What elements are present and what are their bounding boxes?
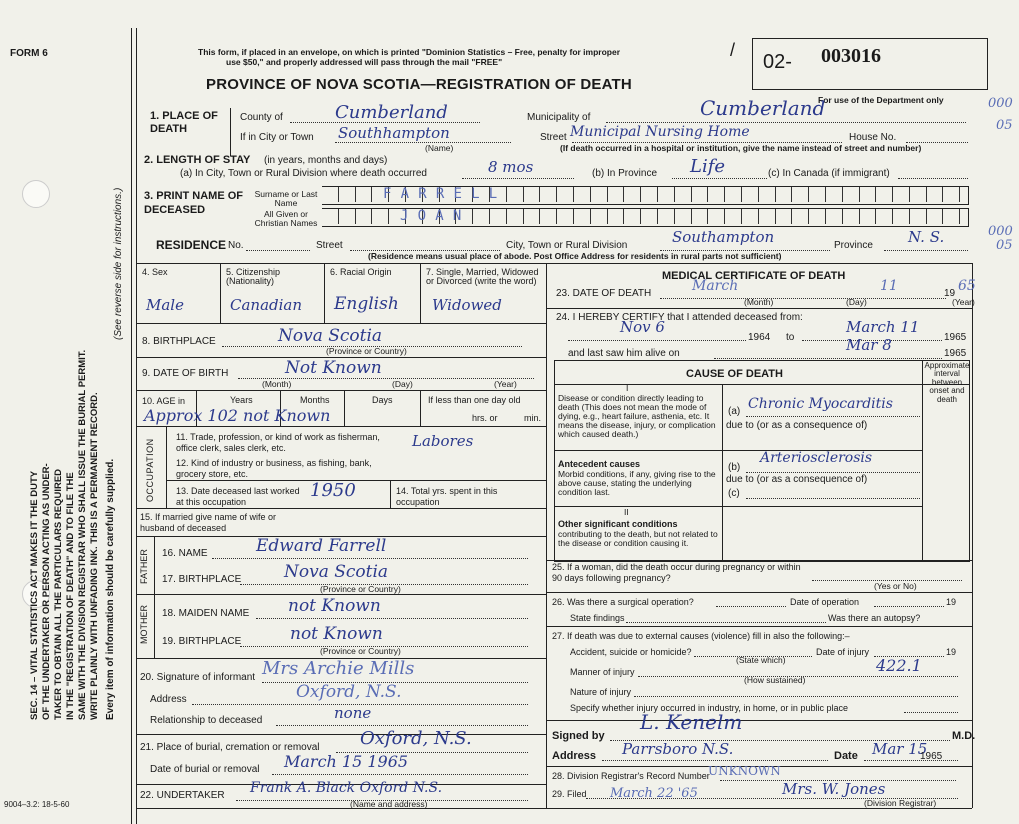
stay-heading: 2. LENGTH OF STAY [144, 154, 251, 166]
dob-year-caption: (Year) [494, 379, 517, 389]
row4-divider-1 [220, 263, 221, 323]
interval-heading: Approximate interval between onset and death [924, 361, 970, 404]
autopsy-label: Was there an autopsy? [828, 613, 921, 623]
city-label: If in City or Town [240, 132, 314, 143]
citizenship-value: Canadian [230, 296, 303, 314]
undertaker-value: Frank A. Black Oxford N.S. [250, 780, 443, 796]
burial-date-line [272, 774, 528, 775]
residence-city-value: Southampton [672, 228, 775, 246]
father-bp-caption: (Province or Country) [320, 584, 401, 594]
registration-number-box [752, 38, 988, 90]
name-heading: 3. PRINT NAME OF DECEASED [144, 190, 244, 216]
residence-city-label: City, Town or Rural Division [506, 240, 628, 251]
margin-code-1: 000 [988, 96, 1013, 111]
dob-day-caption: (Day) [392, 379, 413, 389]
sex-value: Male [146, 296, 184, 314]
reg-prefix: 02- [763, 51, 792, 73]
last-seen-value: Mar 8 [846, 336, 892, 354]
house-label: House No. [849, 132, 897, 143]
dod-year-prefix: 19 [944, 288, 956, 299]
roman-two: II [624, 507, 629, 517]
row4-divider-2 [324, 263, 325, 323]
occ-divider [166, 480, 546, 481]
stay-c-line [898, 178, 968, 179]
informant-label: 20. Signature of informant [140, 672, 256, 683]
dod-line [660, 298, 946, 299]
cause-a-label: (a) [728, 406, 741, 417]
cause-header-rule [554, 384, 970, 385]
code-value: 422.1 [876, 656, 922, 675]
margin-code-3: 000 [988, 224, 1013, 239]
occ13-label: 13. Date deceased last worked at this occupation [176, 486, 300, 507]
table-top-rule [136, 263, 972, 264]
residence-province-line [884, 250, 968, 251]
stay-b-line [672, 178, 767, 179]
municipality-value: Cumberland [700, 96, 826, 120]
dod-month-caption: (Month) [744, 297, 774, 307]
residence-note: (Residence means usual place of abode. Post Office Address for residents in rural parts not sufficient) [368, 251, 782, 261]
mother-bp-caption: (Province or Country) [320, 646, 401, 656]
cause-c-label: (c) [728, 488, 740, 499]
city-line [335, 142, 511, 143]
city-value: Southhampton [338, 124, 450, 142]
immediate-label: Disease or condition directly leading to death (This does not mean the mode of dying, e.g., heart failure, asthenia, etc. It means the disease, injury, or complication which caused death.) [558, 393, 716, 439]
mother-side-label: MOTHER [139, 605, 149, 644]
city-name-caption: (Name) [425, 143, 454, 153]
row14-bottom-rule [136, 508, 546, 509]
roman-one: I [626, 383, 629, 393]
row17-bottom-rule [136, 594, 546, 595]
attended-from: Nov 6 [620, 318, 665, 336]
stay-a-line [462, 178, 574, 179]
hrs-label: hrs. or [472, 413, 498, 423]
mother-maiden-value: not Known [288, 596, 381, 616]
marital-label: 7. Single, Married, Widowed or Divorced (write the word) [426, 267, 539, 287]
sidebar-line-7: Every item of information should be carefully supplied. [105, 458, 116, 720]
age-less-label: If less than one day old [428, 395, 521, 405]
md-address-label: Address [552, 750, 597, 762]
antecedent-label: Antecedent causes [558, 459, 641, 469]
residence-heading: RESIDENCE [156, 238, 227, 252]
envelope-note-2: use $50," and properly addressed will pass through the mail "FREE" [226, 57, 503, 67]
mother-bp-label: 19. BIRTHPLACE [162, 636, 242, 647]
occ11-value: Labores [412, 432, 474, 450]
place-heading: 1. PLACE OF DEATH [150, 110, 218, 135]
md-address-value: Parrsboro N.S. [622, 740, 734, 758]
row23-bottom-rule [546, 308, 972, 309]
birthplace-value: Nova Scotia [278, 326, 383, 346]
age-days-label: Days [372, 395, 393, 405]
dod-year: 65 [958, 278, 976, 294]
mother-maiden-line [256, 618, 528, 619]
given-value: JOAN [400, 208, 471, 224]
other-label: Other significant conditions [558, 519, 678, 529]
attended-to-label: to [786, 332, 795, 343]
form-number: FORM 6 [10, 48, 48, 59]
stay-b-label: (b) In Province [592, 168, 658, 179]
findings-line [626, 622, 826, 623]
margin-code-2: 05 [996, 118, 1013, 133]
mother-bracket [154, 594, 155, 658]
envelope-note-1: This form, if placed in an envelope, on which is printed "Dominion Statistics – Free, penalty for improper [198, 47, 621, 57]
dod-month: March [692, 278, 739, 294]
attended-year-b: 1965 [944, 332, 967, 343]
hospital-note: (If death occurred in a hospital or institution, give the name instead of street and number) [560, 143, 922, 153]
date-line [864, 760, 958, 761]
sidebar-line-2: OF THE UNDERTAKER OR PERSON ACTING AS UNDER- [41, 463, 52, 720]
occ12-label: 12. Kind of industry or business, as fishing, bank, grocery store, etc. [176, 458, 372, 479]
q28-value: UNKNOWN [708, 764, 781, 778]
municipality-label: Municipality of [527, 112, 591, 123]
age-label: 10. AGE in [142, 396, 186, 406]
attended-label: 24. I HEREBY CERTIFY that I attended deceased from: [556, 312, 803, 323]
other-sub: contributing to the death, but not related to the disease or condition causing it. [558, 529, 718, 548]
q28-label: 28. Division Registrar's Record Number [552, 771, 710, 781]
place-bracket [230, 108, 231, 156]
row20-bottom-rule [136, 734, 546, 735]
last-seen-year: 1965 [944, 348, 967, 359]
stay-a-label: (a) In City, Town or Rural Division where death occurred [180, 168, 427, 179]
cause-label-column-rule [722, 384, 723, 560]
q25-caption: (Yes or No) [874, 581, 917, 591]
cause-b-value: Arteriosclerosis [760, 450, 873, 466]
father-name-line [212, 558, 528, 559]
father-bp-value: Nova Scotia [284, 562, 389, 582]
how-sustained-caption: (How sustained) [744, 675, 806, 685]
street-value: Municipal Nursing Home [570, 124, 750, 140]
cause-b-due: due to (or as a consequence of) [726, 474, 868, 485]
racial-value: English [334, 294, 399, 314]
antecedent-sub: Morbid conditions, if any, giving rise to the above cause, stating the underlying condition last. [558, 469, 716, 497]
slash-mark: / [730, 40, 736, 60]
dob-value: Not Known [285, 358, 382, 378]
left-margin-rule [131, 28, 132, 824]
stay-b-value: Life [690, 156, 726, 177]
sex-label: 4. Sex [142, 267, 168, 277]
interval-column-rule [922, 360, 923, 560]
cause-a-due: due to (or as a consequence of) [726, 420, 868, 431]
specify-line [904, 712, 958, 713]
father-name-value: Edward Farrell [256, 536, 387, 556]
mother-maiden-label: 18. MAIDEN NAME [162, 608, 250, 619]
dod-label: 23. DATE OF DEATH [556, 288, 652, 299]
attended-to: March 11 [846, 318, 920, 336]
citizenship-label: 5. Citizenship (Nationality) [226, 267, 281, 287]
sidebar-line-6: WRITE PLAINLY WITH UNFADING INK. THIS IS A PERMANENT RECORD. [89, 392, 100, 720]
dod-day-caption: (Day) [846, 297, 867, 307]
q29-label: 29. Filed [552, 789, 587, 799]
cause-b-line [746, 472, 920, 473]
row27-bottom-rule [546, 720, 972, 721]
occ14-divider [390, 480, 391, 508]
residence-province-value: N. S. [908, 228, 945, 246]
sidebar-line-8: (See reverse side for instructions.) [113, 187, 124, 340]
sidebar-line-4: IN THE "REGISTRATION OF DEATH" AND TO FILE THE [65, 472, 76, 720]
nature-line [634, 696, 958, 697]
q25-label: 25. If a woman, did the death occur during pregnancy or within 90 days following pregnancy? [552, 562, 801, 584]
age-value: Approx 102 not Known [144, 406, 331, 425]
father-bp-label: 17. BIRTHPLACE [162, 574, 242, 585]
margin-code-4: 05 [996, 238, 1013, 253]
manner-label: Manner of injury [570, 667, 635, 677]
residence-no-line [246, 250, 310, 251]
informant-address-value: Oxford, N.S. [296, 682, 402, 702]
dod-day: 11 [880, 278, 898, 294]
mother-bp-value: not Known [290, 624, 383, 644]
birthplace-label: 8. BIRTHPLACE [142, 336, 216, 347]
table-center-rule [546, 263, 547, 808]
footer-code: 9004–3.2: 18-5-60 [4, 800, 70, 809]
page-title: PROVINCE OF NOVA SCOTIA—REGISTRATION OF DEATH [206, 76, 632, 93]
attended-year-a: 1964 [748, 332, 771, 343]
birthplace-caption: (Province or Country) [326, 346, 407, 356]
county-label: County of [240, 112, 283, 123]
informant-address-label: Address [150, 694, 187, 705]
cause-a-value: Chronic Myocarditis [748, 396, 893, 412]
surname-label: Surname or Last Name [254, 189, 318, 208]
row26-bottom-rule [546, 626, 972, 627]
q27-label: 27. If death was due to external causes (violence) fill in also the following:– [552, 631, 850, 641]
date-label: Date [834, 750, 858, 762]
undertaker-caption: (Name and address) [350, 799, 428, 809]
age-divider-3 [420, 390, 421, 426]
dob-month-caption: (Month) [262, 379, 292, 389]
row10-bottom-rule [136, 426, 546, 427]
sidebar-line-1: SEC. 14 – VITAL STATISTICS ACT MAKES IT THE DUTY [29, 470, 40, 720]
residence-province-label: Province [834, 240, 873, 251]
findings-label: State findings [570, 613, 625, 623]
date-value: Mar 15 [872, 740, 928, 758]
stay-c-label: (c) In Canada (if immigrant) [768, 168, 890, 179]
q26-label: 26. Was there a surgical operation? [552, 597, 694, 607]
occ11-label: 11. Trade, profession, or kind of work as fisherman, office clerk, sales clerk, etc. [176, 432, 380, 453]
injury-year: 19 [946, 647, 957, 657]
stay-sub: (in years, months and days) [264, 155, 388, 166]
relationship-label: Relationship to deceased [150, 715, 263, 726]
marital-value: Widowed [432, 296, 502, 314]
registrar-signature: Mrs. W. Jones [782, 780, 886, 798]
op-date-label: Date of operation [790, 597, 860, 607]
md-label: M.D. [952, 730, 976, 742]
age-months-label: Months [300, 395, 330, 405]
municipality-line [606, 122, 966, 123]
row4-bottom-rule [136, 323, 546, 324]
signed-label: Signed by [552, 730, 605, 742]
nature-label: Nature of injury [570, 687, 632, 697]
burial-value: Oxford, N.S. [360, 728, 472, 749]
cause-heading: CAUSE OF DEATH [686, 368, 783, 380]
age-divider-2 [344, 390, 345, 426]
sidebar-line-3: TAKER TO OBTAIN ALL THE PARTICULARS REQUIRED [53, 468, 64, 720]
signed-value: L. Kenelm [640, 710, 743, 734]
accident-label: Accident, suicide or homicide? [570, 647, 692, 657]
occupation-bracket [166, 426, 167, 508]
op-year: 19 [946, 597, 957, 607]
table-bottom-rule [136, 808, 972, 809]
stay-a-value: 8 mos [488, 158, 534, 176]
burial-label: 21. Place of burial, cremation or removal [140, 742, 320, 753]
cause-lower-rule [554, 506, 922, 507]
racial-label: 6. Racial Origin [330, 267, 392, 277]
age-years-label: Years [230, 395, 253, 405]
father-bracket [154, 536, 155, 594]
punch-hole-top [22, 180, 50, 208]
surname-value: FARRELL [383, 186, 507, 202]
q26-line [716, 606, 786, 607]
op-date-line [874, 606, 944, 607]
occupation-side-label: OCCUPATION [145, 438, 155, 502]
occ13-value: 1950 [310, 480, 356, 501]
father-name-label: 16. NAME [162, 548, 208, 559]
row25-bottom-rule [546, 592, 972, 593]
dob-label: 9. DATE OF BIRTH [142, 368, 229, 379]
wife-label: 15. If married give name of wife or husband of deceased [140, 512, 277, 533]
burial-date-label: Date of burial or removal [150, 764, 260, 775]
cause-a-line [746, 416, 920, 417]
county-value: Cumberland [335, 102, 448, 123]
dod-year-caption: (Year) [952, 297, 975, 307]
last-seen-label: and last saw him alive on [568, 348, 680, 359]
table-right-rule [972, 263, 973, 808]
father-side-label: FATHER [139, 549, 149, 584]
attended-from-line [568, 340, 746, 341]
specify-label: Specify whether injury occurred in industry, in home, or in public place [570, 703, 848, 713]
injury-date-label: Date of injury [816, 647, 870, 657]
residence-street-label: Street [316, 240, 343, 251]
residence-no-label: No. [228, 240, 244, 251]
informant-value: Mrs Archie Mills [262, 658, 415, 679]
medical-heading: MEDICAL CERTIFICATE OF DEATH [662, 270, 846, 282]
state-which-caption: (State which) [736, 655, 786, 665]
min-label: min. [524, 413, 542, 423]
reg-number: 003016 [821, 45, 881, 67]
cause-c-line [746, 498, 920, 499]
row24-bottom-rule [546, 560, 972, 561]
q29-value: March 22 '65 [610, 786, 698, 801]
undertaker-label: 22. UNDERTAKER [140, 790, 225, 801]
given-label: All Given or Christian Names [254, 209, 318, 228]
md-address-line [602, 760, 828, 761]
sidebar-line-5: SAME WITH THE DIVISION REGISTRAR WHO SHALL ISSUE THE BURIAL PERMIT. [77, 349, 88, 720]
dept-note: For use of the Department only [818, 95, 944, 105]
relationship-line [276, 725, 528, 726]
relationship-value: none [334, 704, 372, 722]
occ14-label: 14. Total yrs. spent in this occupation [396, 486, 498, 507]
row4-divider-3 [420, 263, 421, 323]
last-seen-line [714, 358, 942, 359]
cause-b-label: (b) [728, 462, 741, 473]
row9-bottom-rule [136, 390, 546, 391]
date-year: 1965 [920, 751, 943, 762]
street-label: Street [540, 132, 567, 143]
registrar-caption: (Division Registrar) [864, 798, 937, 808]
burial-date-value: March 15 1965 [284, 752, 409, 771]
